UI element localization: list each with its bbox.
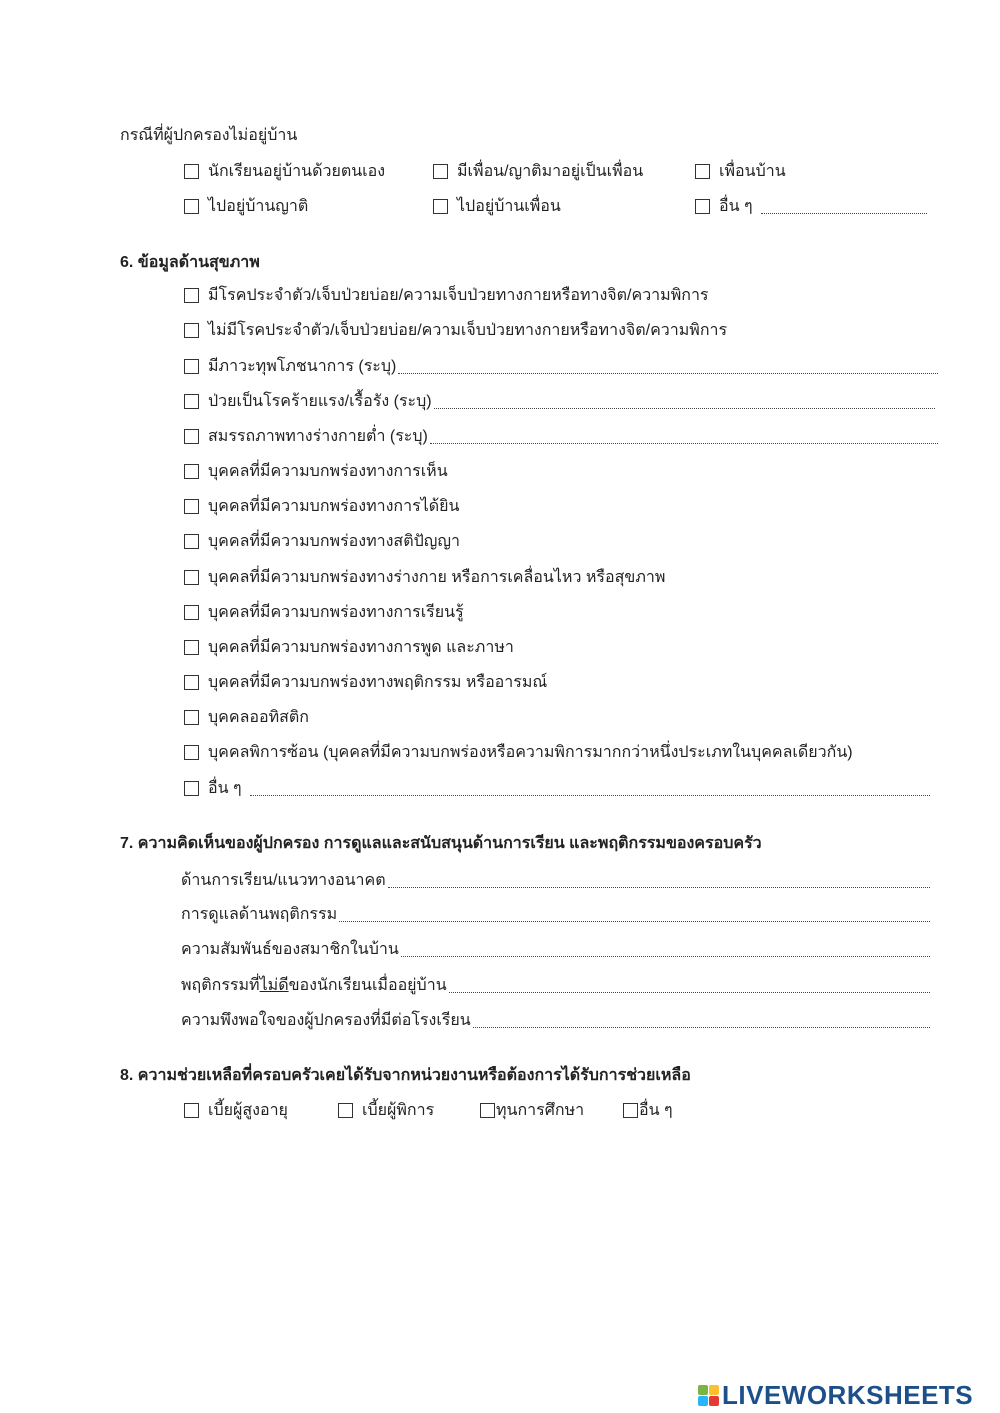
checkbox[interactable] — [184, 1103, 199, 1118]
line-label: ความสัมพันธ์ของสมาชิกในบ้าน — [181, 940, 399, 958]
checkbox[interactable] — [695, 199, 710, 214]
option-label: ไปอยู่บ้านญาติ — [208, 198, 309, 215]
option-relative-house[interactable] — [184, 194, 308, 219]
health-option[interactable] — [184, 634, 514, 660]
line-label: ด้านการเรียน/แนวทางอนาคต — [181, 871, 386, 889]
checkbox[interactable] — [184, 745, 199, 760]
checkbox[interactable] — [184, 323, 199, 338]
option-label: บุคคลที่มีความบกพร่องทางร่างกาย หรือการเคลื่อนไหว หรือสุขภาพ — [208, 568, 666, 586]
fill-line[interactable] — [473, 1013, 930, 1028]
option-neighbor[interactable] — [695, 159, 786, 184]
fill-line[interactable] — [388, 873, 930, 888]
fill-line[interactable] — [449, 978, 930, 993]
option-label: ทุนการศึกษา — [496, 1102, 585, 1119]
checkbox[interactable] — [184, 605, 199, 620]
option-disability-allowance[interactable] — [338, 1098, 434, 1123]
health-option[interactable] — [184, 528, 460, 554]
option-label: นักเรียนอยู่บ้านด้วยตนเอง — [208, 163, 386, 180]
option-label: บุคคลที่มีความบกพร่องทางพฤติกรรม หรืออารมณ์ — [208, 673, 548, 691]
option-label: อื่น ๆ — [208, 779, 242, 797]
line-label: ความพึงพอใจของผู้ปกครองที่มีต่อโรงเรียน — [181, 1011, 471, 1029]
option-label: บุคคลที่มีความบกพร่องทางการเห็น — [208, 462, 448, 480]
fill-line[interactable] — [398, 359, 938, 374]
option-label: บุคคลที่มีความบกพร่องทางการเรียนรู้ — [208, 603, 464, 621]
option-other[interactable] — [695, 194, 927, 219]
health-option[interactable] — [184, 353, 938, 379]
option-label: ไปอยู่บ้านเพื่อน — [457, 198, 561, 215]
fill-line[interactable] — [250, 781, 930, 796]
health-option[interactable] — [184, 564, 665, 590]
option-label: ป่วยเป็นโรคร้ายแรง/เรื้อรัง (ระบุ) — [208, 392, 432, 410]
checkbox[interactable] — [184, 464, 199, 479]
checkbox[interactable] — [184, 640, 199, 655]
line-label: การดูแลด้านพฤติกรรม — [181, 905, 338, 923]
health-option[interactable] — [184, 423, 938, 449]
section6-heading: 6. ข้อมูลด้านสุขภาพ — [120, 253, 260, 271]
health-option[interactable] — [184, 775, 930, 801]
checkbox[interactable] — [433, 164, 448, 179]
health-option[interactable] — [184, 317, 727, 343]
checkbox[interactable] — [184, 570, 199, 585]
fill-line[interactable] — [761, 199, 927, 214]
health-option[interactable] — [184, 599, 464, 625]
health-option[interactable] — [184, 282, 709, 308]
option-other-aid[interactable] — [623, 1098, 673, 1123]
option-label: บุคคลที่มีความบกพร่องทางการได้ยิน — [208, 497, 460, 515]
option-label: อื่น ๆ — [719, 198, 753, 215]
opinion-line-behavior-care[interactable] — [181, 901, 930, 927]
checkbox[interactable] — [184, 499, 199, 514]
fill-line[interactable] — [339, 907, 930, 922]
option-elderly-allowance[interactable] — [184, 1098, 288, 1123]
health-option[interactable] — [184, 669, 547, 695]
option-label: สมรรถภาพทางร่างกายต่ำ (ระบุ) — [208, 427, 428, 445]
option-friend-relative[interactable] — [433, 159, 643, 184]
health-option[interactable] — [184, 388, 935, 414]
option-label: บุคคลที่มีความบกพร่องทางการพูด และภาษา — [208, 638, 514, 656]
option-scholarship[interactable] — [480, 1098, 584, 1123]
option-label: เพื่อนบ้าน — [719, 163, 786, 180]
section8-heading: 8. ความช่วยเหลือที่ครอบครัวเคยได้รับจากหน่วยงานหรือต้องการได้รับการช่วยเหลือ — [120, 1066, 691, 1084]
opinion-line-study[interactable] — [181, 867, 930, 893]
option-label: มีโรคประจำตัว/เจ็บป่วยบ่อย/ความเจ็บป่วยทางกายหรือทางจิต/ความพิการ — [208, 286, 709, 304]
checkbox[interactable] — [184, 394, 199, 409]
option-label: เบี้ยผู้สูงอายุ — [208, 1102, 288, 1119]
liveworksheets-logo — [698, 1380, 973, 1411]
logo-text: LIVEWORKSHEETS — [722, 1380, 974, 1410]
absent-guardian-heading: กรณีที่ผู้ปกครองไม่อยู่บ้าน — [120, 126, 298, 144]
option-label: ไม่มีโรคประจำตัว/เจ็บป่วยบ่อย/ความเจ็บป่วยทางกายหรือทางจิต/ความพิการ — [208, 321, 728, 339]
line-label: พฤติกรรมที่ — [181, 976, 260, 994]
option-friend-house[interactable] — [433, 194, 561, 219]
health-option[interactable] — [184, 739, 853, 765]
checkbox[interactable] — [184, 199, 199, 214]
health-option[interactable] — [184, 704, 309, 730]
checkbox[interactable] — [184, 675, 199, 690]
logo-tiles-icon — [698, 1385, 719, 1406]
option-label: บุคคลออทิสติก — [208, 708, 309, 726]
option-label: เบี้ยผู้พิการ — [362, 1102, 435, 1119]
checkbox[interactable] — [480, 1103, 495, 1118]
option-student-alone[interactable] — [184, 159, 385, 184]
checkbox[interactable] — [184, 164, 199, 179]
opinion-line-family-relations[interactable] — [181, 936, 930, 962]
checkbox[interactable] — [184, 288, 199, 303]
line-label: ของนักเรียนเมื่ออยู่บ้าน — [288, 976, 447, 994]
opinion-line-bad-behavior[interactable] — [181, 972, 930, 998]
fill-line[interactable] — [430, 429, 938, 444]
checkbox[interactable] — [695, 164, 710, 179]
fill-line[interactable] — [434, 394, 935, 409]
checkbox[interactable] — [184, 429, 199, 444]
checkbox[interactable] — [184, 359, 199, 374]
option-label: บุคคลที่มีความบกพร่องทางสติปัญญา — [208, 532, 460, 550]
checkbox[interactable] — [433, 199, 448, 214]
option-label: บุคคลพิการซ้อน (บุคคลที่มีความบกพร่องหรือความพิการมากกว่าหนึ่งประเภทในบุคคลเดียวกัน) — [208, 743, 853, 761]
checkbox[interactable] — [184, 710, 199, 725]
health-option[interactable] — [184, 493, 459, 519]
checkbox[interactable] — [184, 534, 199, 549]
opinion-line-satisfaction[interactable] — [181, 1007, 930, 1033]
checkbox[interactable] — [184, 781, 199, 796]
checkbox[interactable] — [623, 1103, 638, 1118]
checkbox[interactable] — [338, 1103, 353, 1118]
option-label: มีเพื่อน/ญาติมาอยู่เป็นเพื่อน — [457, 163, 644, 180]
line-label-underlined: ไม่ดี — [259, 976, 289, 994]
fill-line[interactable] — [401, 942, 930, 957]
section7-heading: 7. ความคิดเห็นของผู้ปกครอง การดูแลและสนับสนุนด้านการเรียน และพฤติกรรมของครอบครัว — [120, 834, 762, 852]
health-option[interactable] — [184, 458, 448, 484]
option-label: มีภาวะทุพโภชนาการ (ระบุ) — [208, 357, 397, 375]
option-label: อื่น ๆ — [639, 1102, 673, 1119]
